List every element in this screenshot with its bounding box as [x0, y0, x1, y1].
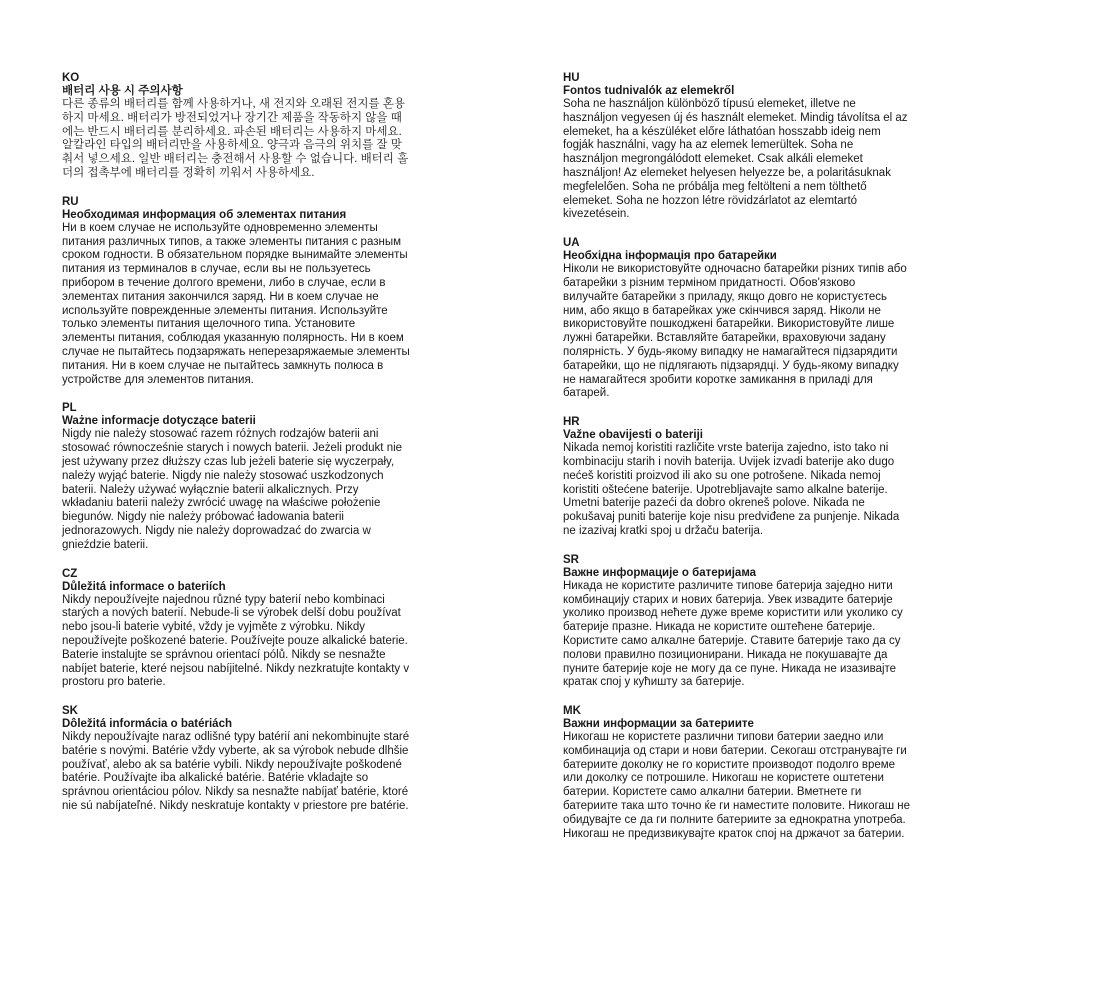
section-title: Dôležitá informácia o batériách	[62, 718, 232, 731]
section-body: Soha ne használjon különböző típusú elemeket, illetve ne használjon vegyesen új és használt elemeket. Mindig távolítsa el az elemeket, ha a készüléket előre láthatóan hosszabb ideig nem fogják használni, vagy ha az elemek lemerültek. Soha ne használjon megrongálódott elemeket. Csak alkáli elemeket használjon! Az elemeket helyesen helyezze be, a polaritásuknak megfelelően. Soha ne próbálja meg feltölteni a nem tölthető elemeket. Soha ne hozzon létre rövidzárlatot az elemtartó kivezetésein.	[563, 98, 908, 221]
section-body: Ніколи не використовуйте одночасно батарейки різних типів або батарейки з різним терміном придатності. Обов'язково вилучайте батарейки з приладу, якщо довго не користуєтесь ним, або якщо в батарейках уже скінчився заряд. Ніколи не використовуйте пошкоджені батарейки. Використовуйте лише лужні батарейки. Вставляйте батарейки, враховуючи задану полярність. У будь-якому випадку не намагайтеся підзарядити батарейки, що не підлягають підзарядці. У будь-якому випадку не намагайтеся зробити коротке замикання в приладі для батарей.	[563, 263, 907, 400]
language-code: HR	[563, 416, 580, 429]
section-title: Необходимая информация об элементах питания	[62, 208, 347, 221]
section-hu	[563, 72, 911, 222]
section-title: Važne obavijesti o bateriji	[563, 429, 703, 442]
section-hr	[563, 416, 911, 539]
section-ru	[62, 196, 410, 388]
language-code: RU	[62, 195, 79, 208]
section-title: 배터리 사용 시 주의사항	[62, 85, 183, 97]
language-code: KO	[62, 72, 80, 84]
section-body: Nigdy nie należy stosować razem różnych rodzajów baterii ani stosować równocześnie starych i nowych baterii. Jeżeli produkt nie jest używany przez dłuższy czas lub jeżeli baterie się wyczerpały, należy wyjąć baterie. Nigdy nie należy stosować uszkodzonych baterii. Należy używać wyłącznie baterii alkalicznych. Przy wkładaniu baterii należy zwrócić uwagę na właściwe położenie biegunów. Nigdy nie należy próbować ładowania baterii jednorazowych. Nigdy nie należy doprowadzać do zwarcia w gnieździe baterii.	[62, 428, 403, 551]
section-title: Важне информације о батеријама	[563, 566, 757, 579]
section-body: Nikada nemoj koristiti različite vrste baterija zajedno, isto tako ni kombinaciju starih i novih baterija. Uvijek izvadi baterije ako dugo nećeš koristiti proizvod ili ako su one potrošene. Nikada nemoj koristiti oštećene baterije. Upotrebljavajte samo alkalne baterije. Umetni baterije pazeći da dobro okreneš polove. Nikada ne pokušavaj puniti baterije koje nisu predviđene za punjenje. Nikada ne izazivaj kratki spoj u držaču baterija.	[563, 442, 900, 537]
section-title: Необхідна інформація про батарейки	[563, 250, 777, 263]
language-code: UA	[563, 237, 580, 250]
section-body: Никогаш не користете различни типови батерии заедно или комбинација од стари и нови батерии. Секогаш отстранувајте ги батериите доколку не го користите производот подолго време или доколку се потрошиле. Никогаш не користете оштетени батерии. Користете само алкални батерии. Вметнете ги батериите така што точно ќе ги наместите половите. Никогаш не обидувајте се да ги полните батериите за еднократна употреба. Никогаш не предизвикувајте краток спој на држачот за батерии.	[563, 731, 911, 840]
section-sr	[563, 554, 911, 690]
section-body: Nikdy nepoužívejte najednou různé typy baterií nebo kombinaci starých a nových baterií. Nebude-li se výrobek delší dobu používat nebo jsou-li baterie vybité, vždy je vyjměte z výrobku. Nikdy nepoužívejte poškozené baterie. Používejte pouze alkalické baterie. Baterie instalujte se správnou orientací pólů. Nikdy se nesnažte nabíjet baterie, které nejsou nabíjitelné. Nikdy nezkratujte kontakty v prostoru pro baterie.	[62, 593, 410, 689]
language-code: PL	[62, 402, 77, 415]
section-body: Никада не користите различите типове батерија заједно нити комбинацију старих и нових батерија. Увек извадите батерије уколико производ нећете дуже време користити или уколико су батерије празне. Никада не користите оштећене батерије. Користите само алкалне батерије. Ставите батерије тако да су полови правилно позиционирани. Никада не покушавајте да пуните батерије које не могу да се пуне. Никада не изазивајте кратак спој у кућишту за батерије.	[563, 579, 903, 689]
section-title: Fontos tudnivalók az elemekről	[563, 85, 735, 97]
language-code: HU	[563, 72, 580, 84]
section-mk	[563, 705, 911, 841]
language-code: SR	[563, 553, 579, 566]
section-title: Важни информации за батериите	[563, 718, 754, 731]
language-code: MK	[563, 705, 581, 718]
section-pl	[62, 402, 410, 552]
section-ua	[563, 237, 911, 401]
right-column	[563, 72, 911, 856]
section-body: Nikdy nepoužívajte naraz odlišné typy batérií ani nekombinujte staré batérie s novými. Batérie vždy vyberte, ak sa výrobok nebude dlhšie používať, alebo ak sa batérie vybili. Nikdy nepoužívajte poškodené batérie. Používajte iba alkalické batérie. Batérie vkladajte so správnou orientáciou pólov. Nikdy sa nesnažte nabíjať batérie, ktoré nie sú nabíjateľné. Nikdy neskratuje kontakty v priestore pre batérie.	[62, 731, 410, 813]
section-title: Důležitá informace o bateriích	[62, 580, 226, 593]
language-code: SK	[62, 705, 78, 718]
section-body: Ни в коем случае не используйте одновременно элементы питания различных типов, а также элементы питания с разным сроком годности. В обязательном порядке вынимайте элементы питания из терминалов в случае, если вы не пользуетесь прибором в течение долгого времени, либо в случае, если в элементах питания закончился заряд. Ни в коем случае не используйте поврежденные элементы питания. Используйте только элементы питания щелочного типа. Установите элементы питания, соблюдая указанную полярность. Ни в коем случае не пытайтесь подзаряжать неперезаряжаемые элементы питания. Ни в коем случае не пытайтесь замкнуть полюса в устройстве для элементов питания.	[62, 221, 410, 386]
section-title: Ważne informacje dotyczące baterii	[62, 415, 256, 428]
section-cz	[62, 568, 410, 691]
language-code: CZ	[62, 567, 78, 580]
section-sk	[62, 705, 410, 814]
left-column	[62, 72, 410, 829]
section-ko	[62, 72, 410, 181]
section-body: 다른 종류의 배터리를 함께 사용하거나, 새 전지와 오래된 전지를 혼용하지 마세요. 배터리가 방전되었거나 장기간 제품을 작동하지 않을 때에는 반드시 배터리를 분리하세요. 파손된 배터리는 사용하지 마세요. 알칼라인 타입의 배터리만을 사용하세요. 양극과 음극의 위치를 잘 맞춰서 넣으세요. 일반 배터리는 충전해서 사용할 수 없습니다. 배터리 홀더의 접촉부에 배터리를 정확히 끼워서 사용하세요.	[62, 98, 409, 179]
